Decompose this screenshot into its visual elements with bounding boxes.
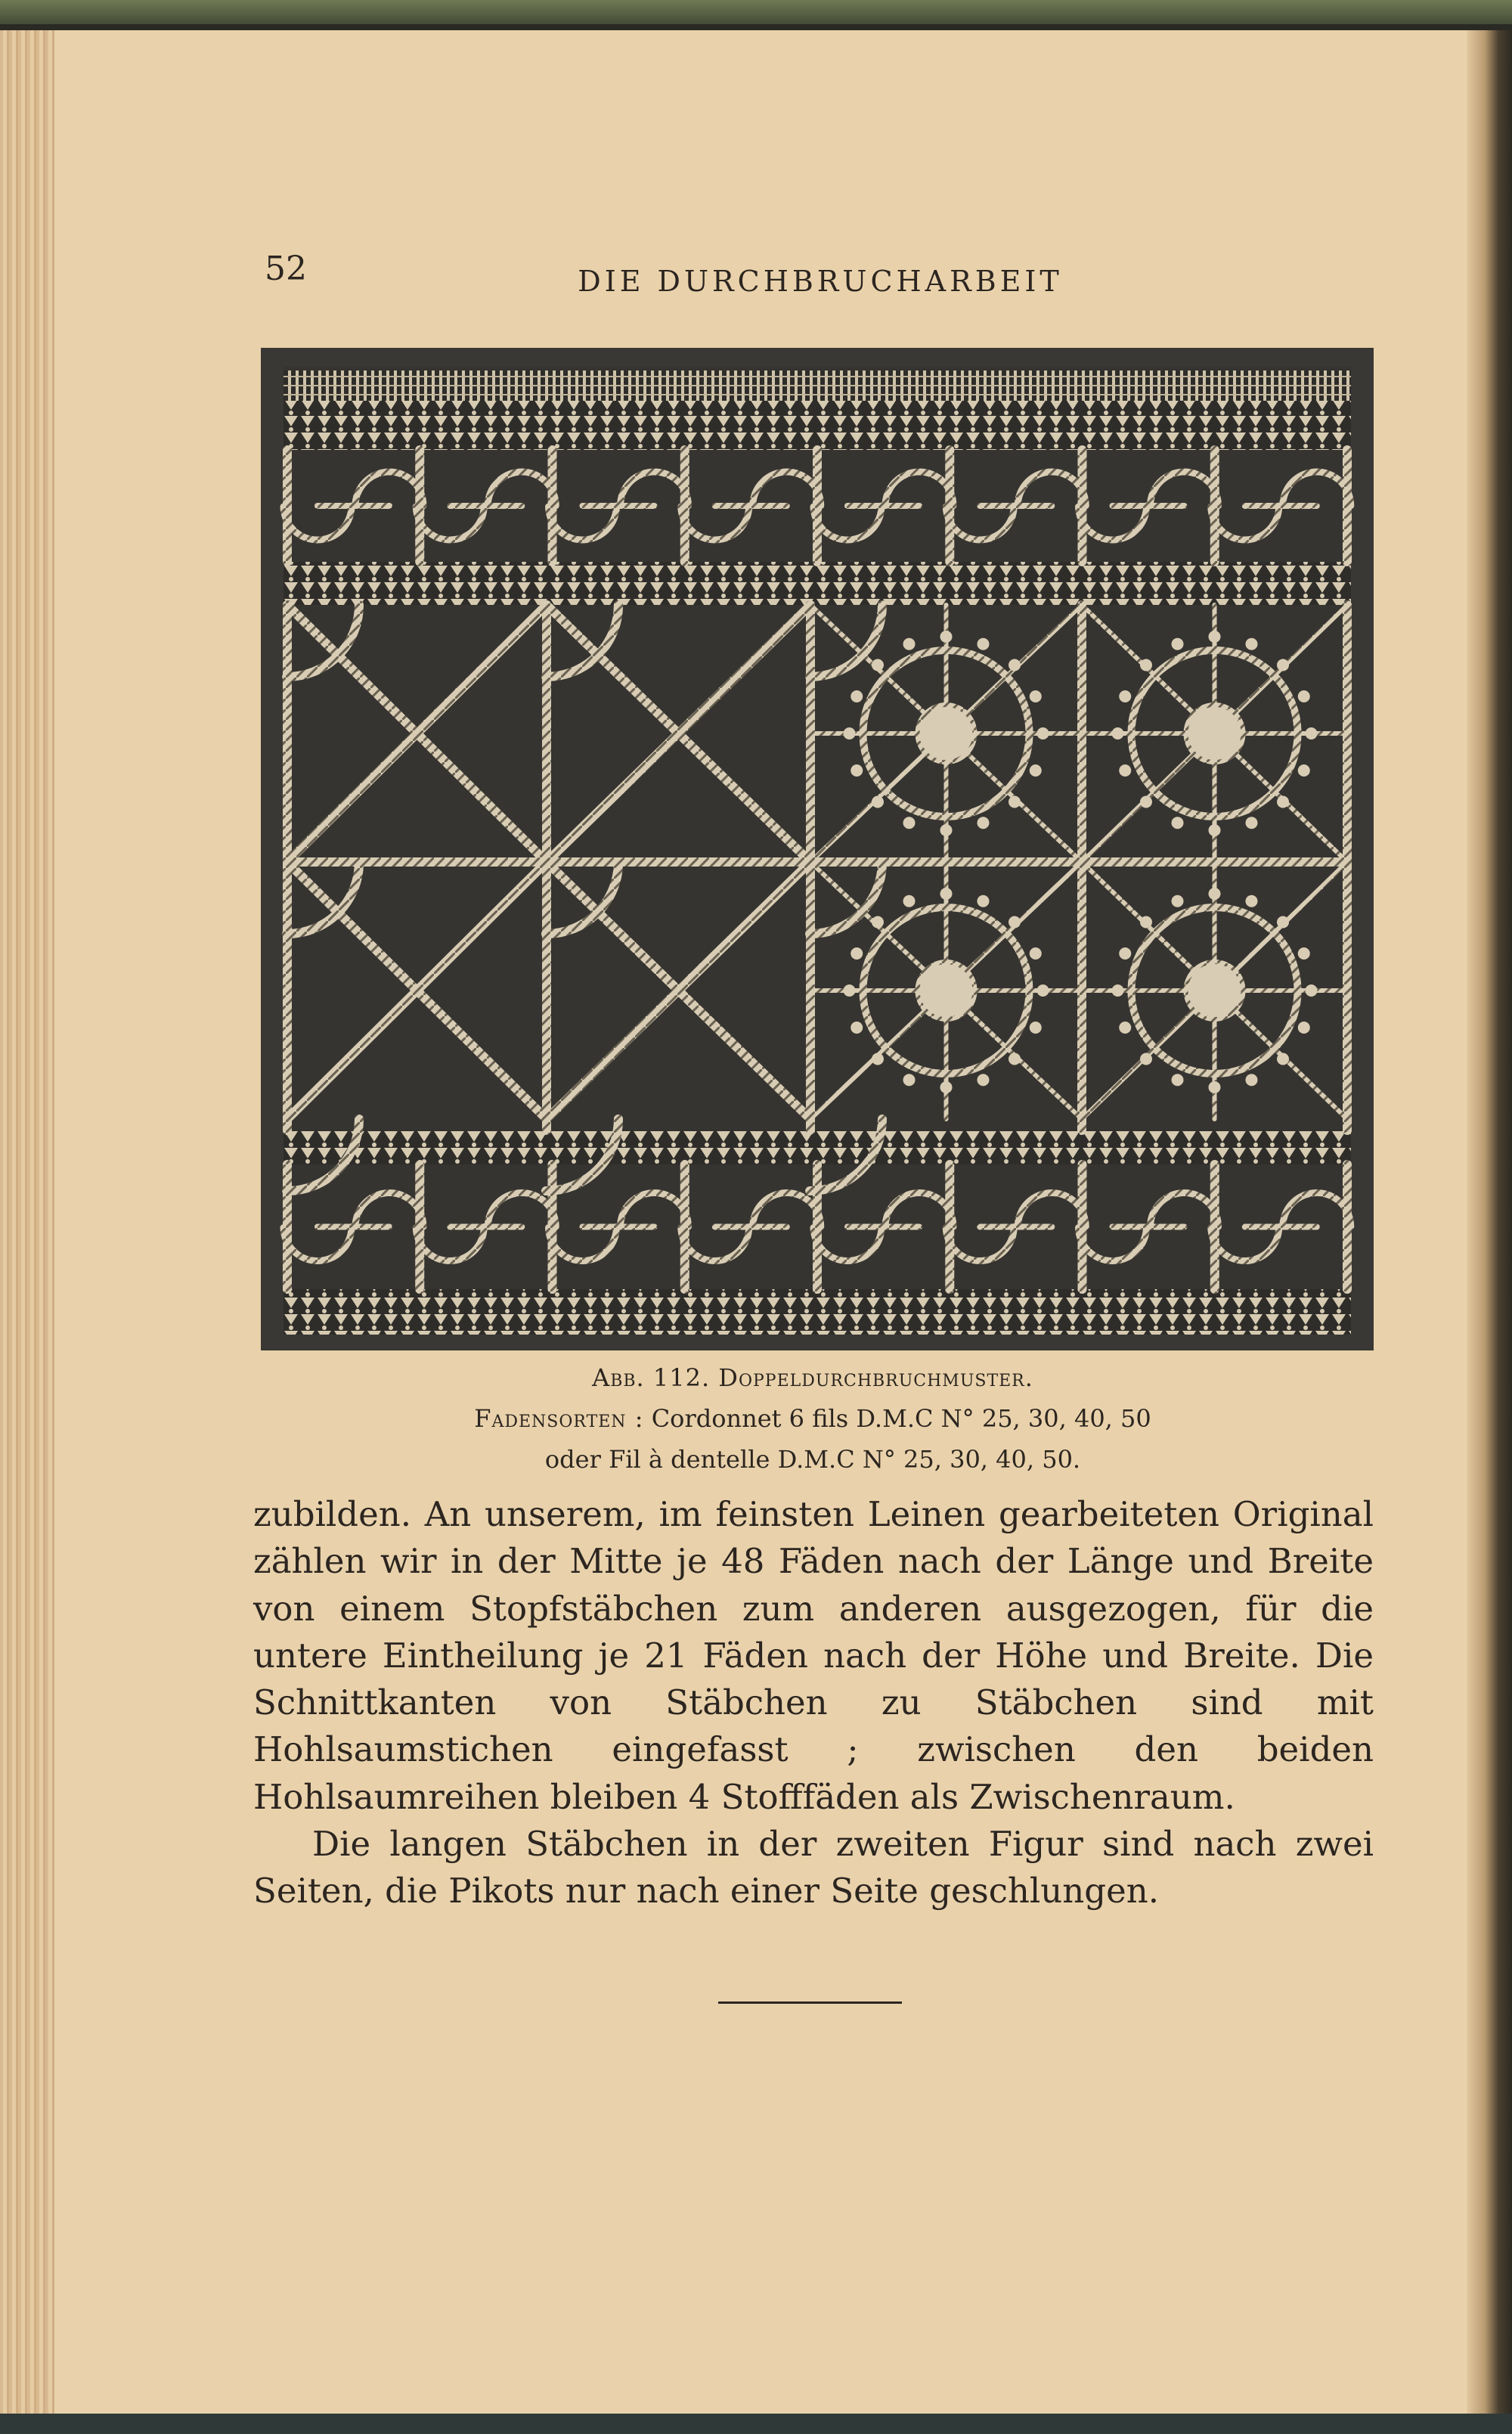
caption-threads-line1 [0,1398,1512,1439]
lace-picot [872,916,884,928]
lace-picot [850,1022,863,1034]
lace-picot [850,764,863,777]
lace-illustration [261,348,1374,1350]
lace-picot [1009,796,1021,808]
lace-picot [1112,984,1124,997]
paragraph: zubilden. An unserem, im feinsten Leinen gearbeiteten Original zählen wir in der Mitte je 48 Fäden nach der Länge und Breite von einem Stopfstäbchen zum anderen ausgezogen, für die untere Eintheilung je 21 Fäden nach der Höhe und Breite. Die Schnittkanten von Stäbchen zu Stäbchen sind mit Hohlsaumstichen eingefasst ; zwischen den beiden Hohlsaumreihen bleiben 4 Stofffäden als Zwischenraum. [253,1494,1374,1817]
top-hem [284,371,1351,401]
lace-picot [903,1074,916,1086]
lace-picot [903,895,916,907]
lace-picot [1172,895,1184,907]
lace-picot [1009,1053,1021,1065]
lace-wheel-center [918,962,975,1019]
page-number: 52 [265,250,307,288]
lace-picot [1209,824,1221,836]
lace-picot [940,631,953,643]
lace-picot [1009,916,1021,928]
lace-picot [1245,1074,1257,1086]
lace-picot [872,796,884,808]
lace-picot [1245,895,1257,907]
lace-picot [1140,796,1152,808]
figure-caption [0,1357,1512,1480]
lace-wheel-center [1186,705,1244,762]
lace-picot [1277,796,1289,808]
lace-wheel-center [1186,962,1244,1019]
page-stack-left-edge [0,30,54,2420]
lace-picot [844,984,856,997]
lace-picot [1209,631,1221,643]
lace-picot [1112,727,1124,740]
lace-picot [1209,1081,1221,1093]
lower-divider-band [284,1130,1351,1164]
caption-title: Abb. 112. Doppeldurchbruchmuster. [592,1363,1033,1392]
lace-picot [1172,1074,1184,1086]
lace-picot [1298,947,1310,960]
lace-picot [1037,727,1049,740]
lace-picot [1245,817,1257,829]
lace-picot [1277,659,1289,671]
lace-picot [1140,659,1152,671]
lace-picot [1119,1022,1131,1034]
upper-divider-band [284,562,1351,605]
lace-wheel-center [918,705,975,762]
lace-picot [1030,1022,1042,1034]
lace-picot [1298,1022,1310,1034]
lace-picot [1030,947,1042,960]
caption-threads-line2: oder Fil à dentelle D.M.C N° 25, 30, 40, 50. [544,1445,1081,1474]
book-right-edge [1467,30,1512,2420]
lace-picot [1298,690,1310,702]
lace-picot [844,727,856,740]
lace-picot [977,638,989,650]
lace-picot [1119,764,1131,777]
running-head: DIE DURCHBRUCHARBEIT [578,265,1063,298]
lace-picot [903,817,916,829]
lace-picot [1009,659,1021,671]
lace-picot [1306,984,1318,997]
paragraph: Die langen Stäbchen in der zweiten Figur sind nach zwei Seiten, die Pikots nur nach einer Seite geschlungen. [253,1824,1374,1912]
lace-picot [1030,690,1042,702]
lace-picot [940,824,953,836]
threads-label: Fadensorten : [474,1404,644,1433]
lace-picot [1037,984,1049,997]
lace-picot [1306,727,1318,740]
book-top-edge [0,0,1512,30]
lace-picot [1277,916,1289,928]
lace-picot [850,947,863,960]
lace-picot [1245,638,1257,650]
lace-picot [1277,1053,1289,1065]
lace-picot [903,638,916,650]
lace-picot [1172,817,1184,829]
threads-spec: Cordonnet 6 fils D.M.C N° 25, 30, 40, 50 [651,1404,1151,1433]
top-border-band [284,401,1351,450]
lace-picot [1172,638,1184,650]
lace-picot [1298,764,1310,777]
bottom-border-band [284,1289,1351,1335]
body-text [253,1491,1374,1915]
lace-picot [1119,947,1131,960]
lace-picot [1030,764,1042,777]
lace-picot [1140,916,1152,928]
lace-picot [1209,888,1221,900]
lace-picot [872,1053,884,1065]
lace-picot [977,1074,989,1086]
section-end-rule [718,2001,902,2004]
lace-picot [977,895,989,907]
book-bottom-edge [0,2414,1512,2434]
lace-picot [872,659,884,671]
lace-picot [1140,1053,1152,1065]
lace-picot [977,817,989,829]
lace-picot [940,1081,953,1093]
lace-picot [1119,690,1131,702]
lace-picot [940,888,953,900]
lace-picot [850,690,863,702]
